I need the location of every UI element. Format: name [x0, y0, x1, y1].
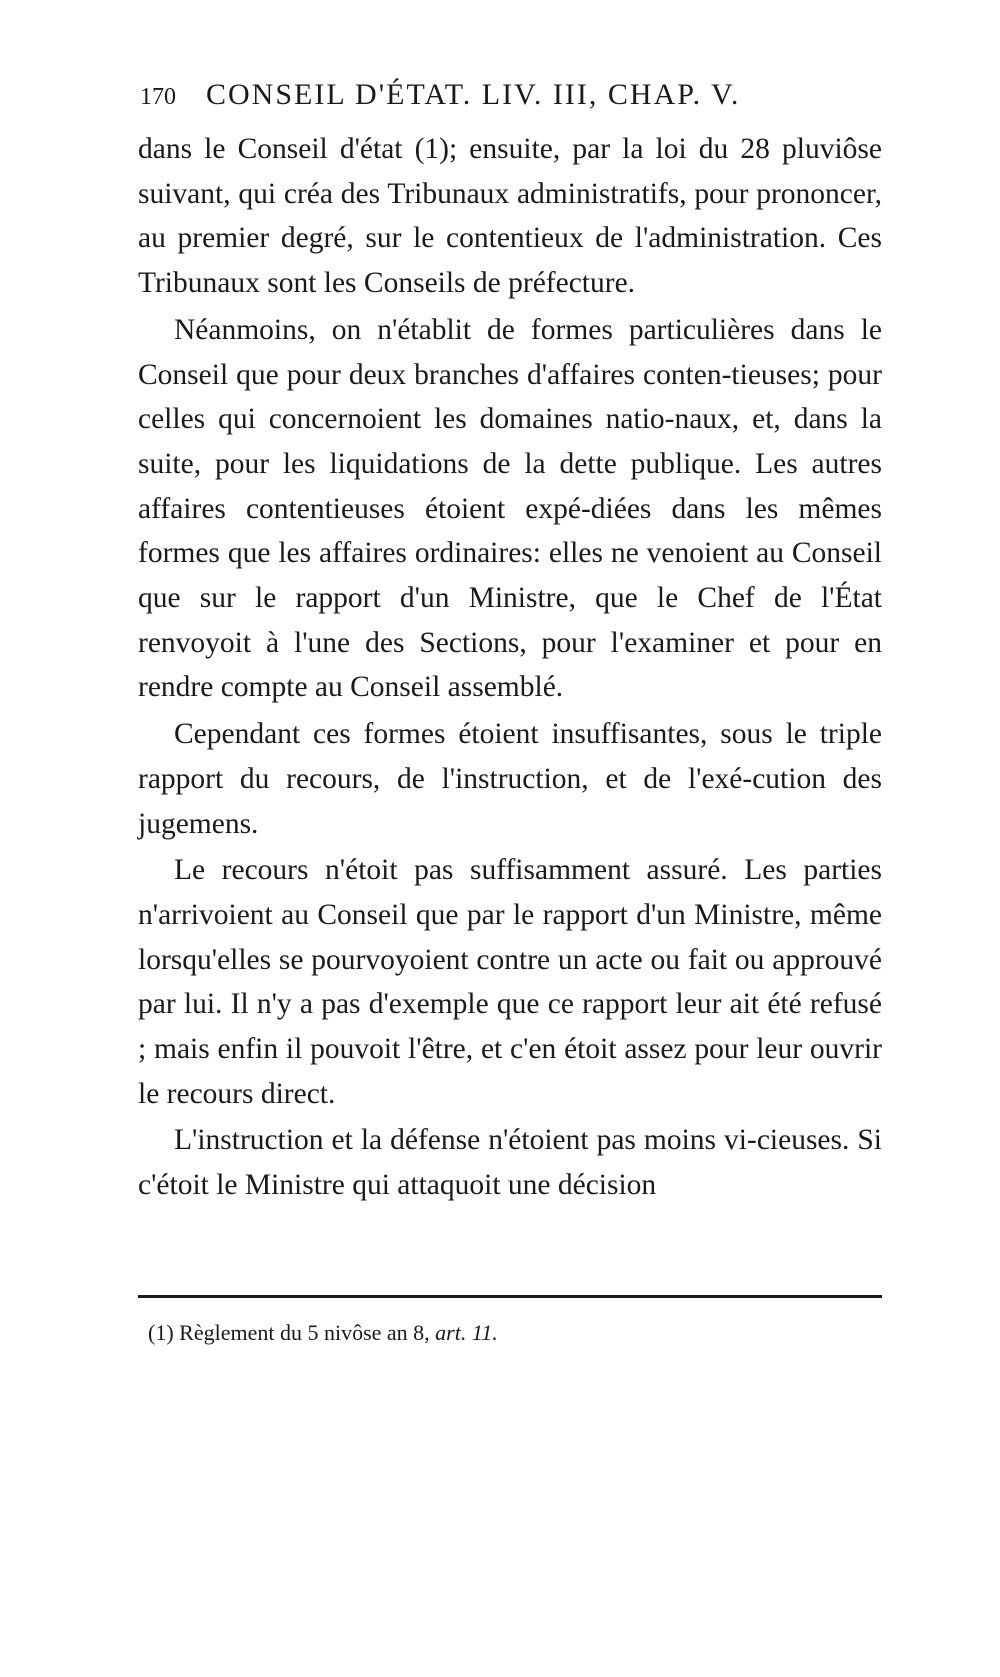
footnote: [148, 1318, 868, 1348]
paragraph-2: Néanmoins, on n'établit de formes particulières dans le Conseil que pour deux branches d'affaires conten-tieuses; pour celles qui concernoient les domaines natio-naux, et, dans la suite, pour les liquidations de la dette publique. Les autres affaires contentieuses étoient expé-diées dans les mêmes formes que les affaires ordinaires: elles ne venoient au Conseil que sur le rapport d'un Ministre, que le Chef de l'État renvoyoit à l'une des Sections, pour l'examiner et pour en rendre compte au Conseil assemblé.: [138, 313, 882, 704]
footnote-reference: art. 11.: [435, 1320, 498, 1345]
running-header: [140, 78, 870, 112]
footnote-divider: [138, 1295, 882, 1298]
paragraph-5: L'instruction et la défense n'étoient pas moins vi-cieuses. Si c'étoit le Ministre qui attaquoit une décision: [138, 1124, 882, 1202]
running-title: CONSEIL D'ÉTAT. LIV. III, CHAP. V.: [206, 78, 741, 111]
page-number: 170: [140, 84, 176, 110]
footnote-text: (1) Règlement du 5 nivôse an 8,: [148, 1320, 430, 1345]
body-text: [138, 127, 882, 1210]
paragraph-1: dans le Conseil d'état (1); ensuite, par la loi du 28 pluviôse suivant, qui créa des Tribunaux administratifs, pour prononcer, au premier degré, sur le contentieux de l'administration. Ces Tribunaux sont les Conseils de préfecture.: [138, 133, 882, 300]
paragraph-4: Le recours n'étoit pas suffisamment assuré. Les parties n'arrivoient au Conseil que par le rapport d'un Ministre, même lorsqu'elles se pourvoyoient contre un acte ou fait ou approuvé par lui. Il n'y a pas d'exemple que ce rapport leur ait été refusé ; mais enfin il pouvoit l'être, et c'en étoit assez pour leur ouvrir le recours direct.: [138, 854, 882, 1110]
paragraph-3: Cependant ces formes étoient insuffisantes, sous le triple rapport du recours, de l'instruction, et de l'exé-cution des jugemens.: [138, 718, 882, 840]
